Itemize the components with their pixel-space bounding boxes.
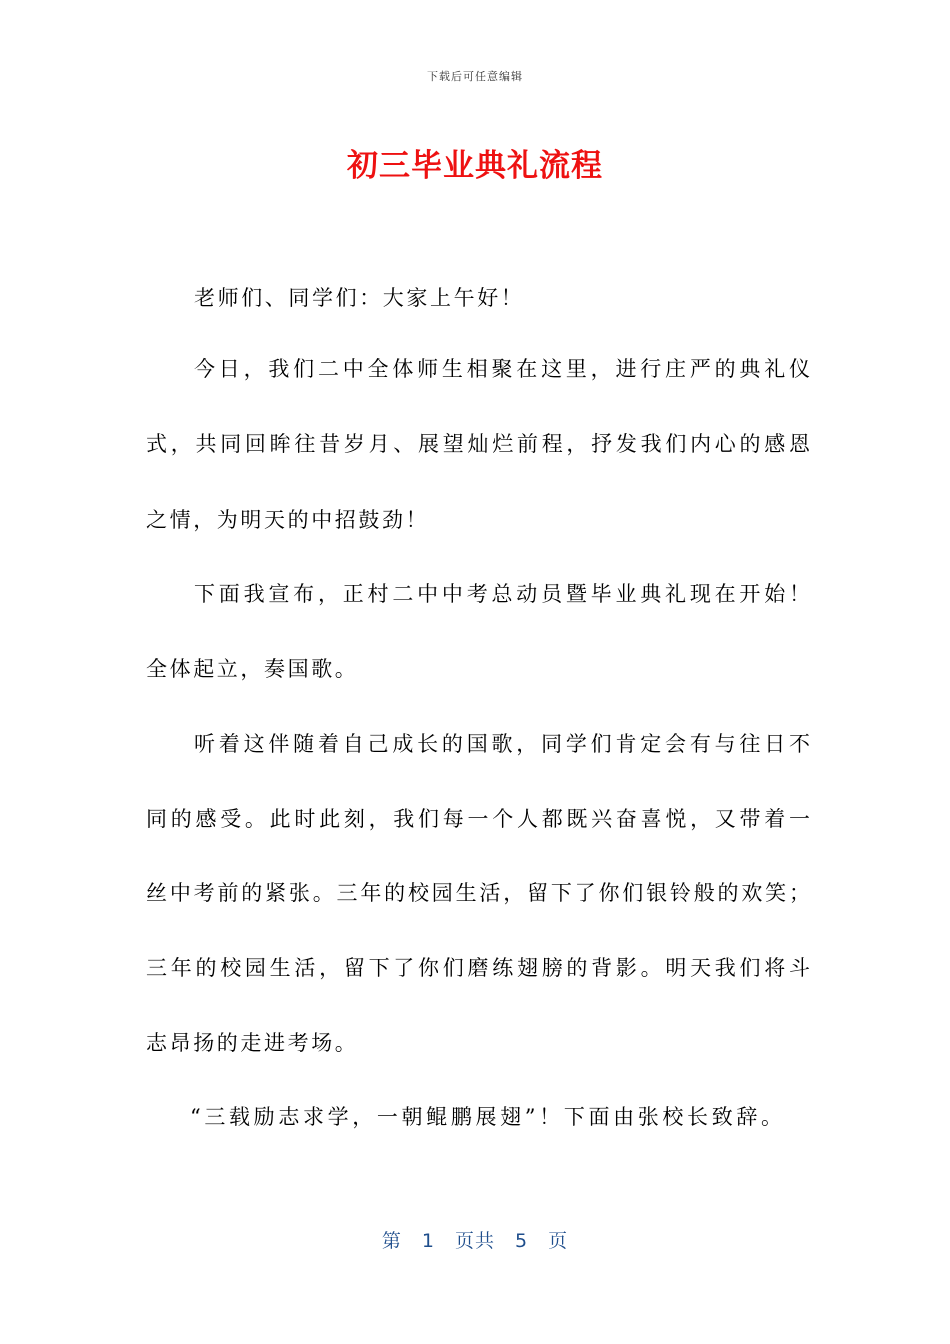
page-number-footer [0,1226,950,1253]
paragraph-line: 之情，为明天的中招鼓劲！ [146,508,430,532]
page-current: 1 [421,1230,435,1252]
page-prefix: 第 [381,1230,402,1252]
paragraph-line: 志昂扬的走进考场。 [146,1031,359,1055]
header-note: 下载后可任意编辑 [427,70,523,83]
paragraph-line: 丝中考前的紧张。三年的校园生活，留下了你们银铃般的欢笑； [146,881,810,905]
paragraph-line: 今日，我们二中全体师生相聚在这里，进行庄严的典礼仪 [194,357,810,381]
page-suffix: 页 [548,1230,569,1252]
paragraph-line: “三载励志求学，一朝鲲鹏展翅”！下面由张校长致辞。 [190,1105,782,1129]
page-total: 5 [515,1230,529,1252]
paragraph-line: 下面我宣布，正村二中中考总动员暨毕业典礼现在开始！ [194,582,810,606]
paragraph-line: 式，共同回眸往昔岁月、展望灿烂前程，抒发我们内心的感恩 [146,432,810,456]
paragraph-line: 全体起立，奏国歌。 [146,657,359,681]
paragraph-line: 老师们、同学们：大家上午好！ [194,286,525,310]
page-middle: 页共 [454,1230,495,1252]
document-title: 初三毕业典礼流程 [347,148,603,184]
paragraph-line: 三年的校园生活，留下了你们磨练翅膀的背影。明天我们将斗 [146,956,810,980]
paragraph-line: 同的感受。此时此刻，我们每一个人都既兴奋喜悦，又带着一 [146,807,810,831]
paragraph-line: 听着这伴随着自己成长的国歌，同学们肯定会有与往日不 [194,732,810,756]
